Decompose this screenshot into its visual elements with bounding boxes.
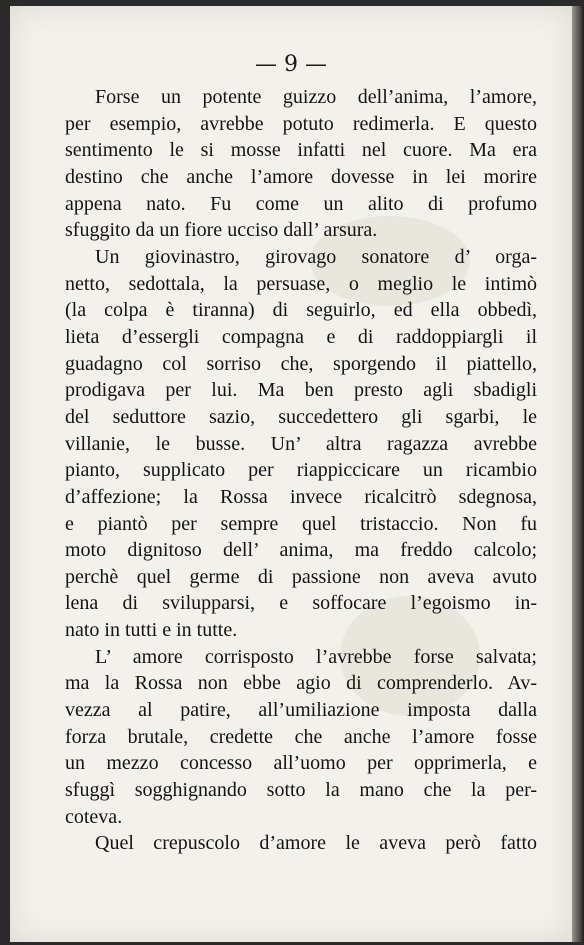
book-page (10, 6, 572, 942)
text-line: coteva. (65, 805, 123, 828)
text-line: sfuggì sogghignando sotto la mano che la per- (65, 779, 537, 802)
text-line: Un giovinastro, girovago sonatore d’ orga- (95, 245, 537, 268)
text-line: prodigava per lui. Ma ben presto agli sbadigli (65, 379, 537, 402)
book-spine-edge (572, 6, 584, 942)
body-text (65, 84, 537, 857)
text-line: moto dignitoso dell’ anima, ma freddo calcolo; (65, 539, 537, 562)
text-line: lena di svilupparsi, e soffocare l’egoismo in- (65, 592, 537, 615)
text-line: (la colpa è tiranna) di seguirlo, ed ella obbedì, (65, 299, 537, 322)
text-line: villanie, le busse. Un’ altra ragazza avrebbe (65, 432, 537, 455)
text-line: nato in tutti e in tutte. (65, 619, 238, 642)
text-line: ma la Rossa non ebbe agio di comprenderlo. Av- (65, 672, 537, 695)
text-line: destino che anche l’amore dovesse in lei morire (65, 165, 537, 188)
text-line: L’ amore corrisposto l’avrebbe forse salvata; (95, 645, 537, 668)
text-line: vezza al patire, all’umiliazione imposta dalla (65, 699, 537, 722)
text-line: lieta d’essergli compagna e di raddoppiargli il (65, 325, 537, 348)
text-line: del seduttore sazio, succedettero gli sgarbi, le (65, 405, 537, 428)
page-number: — 9 — (255, 52, 327, 77)
text-line: netto, sedottala, la persuase, o meglio le intimò (65, 272, 537, 295)
text-line: un mezzo concesso all’uomo per opprimerla, e (65, 752, 537, 775)
text-line: per esempio, avrebbe potuto redimerla. E questo (65, 112, 537, 135)
text-line: perchè quel germe di passione non aveva avuto (65, 565, 537, 588)
text-line: forza brutale, credette che anche l’amore fosse (65, 725, 537, 748)
text-line: Forse un potente guizzo dell’anima, l’amore, (95, 86, 537, 108)
text-line: Quel crepuscolo d’amore le aveva però fatto (95, 832, 537, 855)
text-line: pianto, supplicato per riappiccicare un ricambio (65, 459, 537, 482)
text-line: appena nato. Fu come un alito di profumo (65, 192, 537, 215)
text-line: e piantò per sempre quel tristaccio. Non fu (65, 512, 537, 535)
text-line: guadagno col sorriso che, sporgendo il piattello, (65, 352, 537, 375)
text-line: d’affezione; la Rossa invece ricalcitrò sdegnosa, (65, 485, 537, 508)
text-line: sfuggito da un fiore ucciso dall’ arsura. (65, 219, 378, 242)
text-line: sentimento le si mosse infatti nel cuore. Ma era (65, 139, 537, 162)
